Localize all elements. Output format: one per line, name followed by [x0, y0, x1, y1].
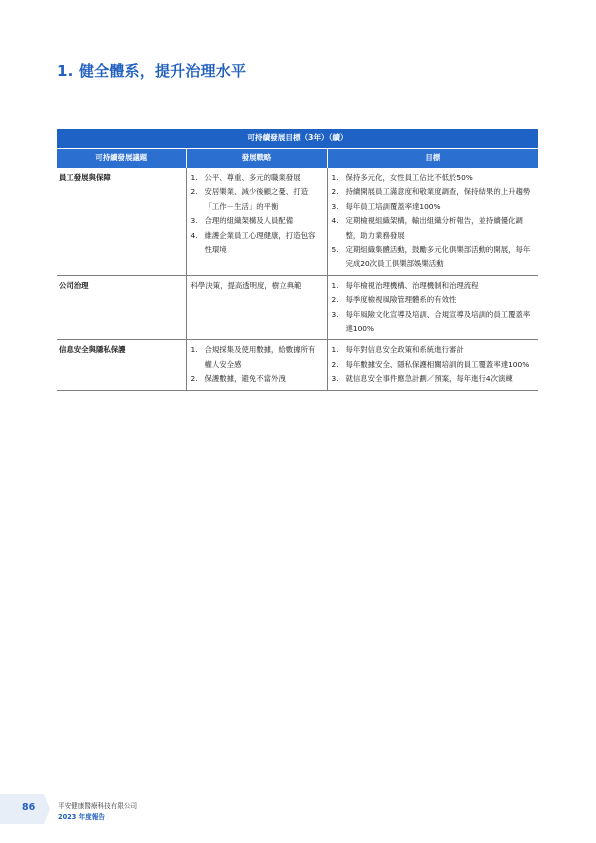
list-item-text: 每年對信息安全政策和系統進行審計 [345, 345, 464, 355]
list-item-text: 持續開展員工滿意度和敬業度調查，保持結果的上升趨勢 [345, 187, 531, 197]
topic-cell: 員工發展與保障 [57, 168, 186, 275]
list-item: 1. 保持多元化，女性員工佔比不低於50% [332, 171, 535, 185]
list-item: 5. 定期組織集體活動，鼓勵多元化俱樂部活動的開展，每年完成20次員工俱樂部娛樂活動 [332, 243, 535, 272]
table-row [57, 168, 538, 275]
company-name: 平安健康醫療科技有限公司 [58, 802, 138, 810]
list-item-text: 保護數據，避免不當外洩 [204, 374, 286, 384]
list-item-text: 公平、尊重、多元的職業發展 [204, 173, 301, 182]
list-item-text: 定期檢視組織架構，輸出組織分析報告，並持續優化調整，助力業務發展 [345, 216, 523, 240]
target-cell [327, 275, 538, 340]
list-item: 1. 合規採集及使用數據，給數據所有權人安全感 [191, 343, 323, 372]
list-item: 1. 每年檢視治理機構、治理機制和治理流程 [332, 279, 535, 293]
header-target: 目標 [327, 149, 538, 169]
report-title: 2023 年度報告 [58, 813, 106, 821]
list-item: 3. 每年風險文化宣導及培訓、合規宣導及培訓的員工覆蓋率達100% [332, 308, 535, 337]
list-item: 2. 每季度檢視風險管理體系的有效性 [332, 293, 535, 307]
list-item: 4. 維護企業員工心理健康，打造包容性環境 [191, 229, 323, 258]
page-footer [0, 792, 596, 843]
list-item: 3. 就信息安全事件應急計劃／預案，每年進行4次演練 [332, 372, 535, 386]
list-item: 2. 安居樂業、減少後顧之憂、打造「工作－生活」的平衡 [191, 185, 323, 214]
list-item: 1. 公平、尊重、多元的職業發展 [191, 171, 323, 185]
list-item-text: 安居樂業、減少後顧之憂、打造「工作－生活」的平衡 [204, 187, 308, 211]
list-item-text: 保持多元化，女性員工佔比不低於50% [345, 173, 473, 182]
table-row [57, 340, 538, 390]
list-item: 3. 每年員工培訓覆蓋率達100% [332, 200, 535, 214]
strategy-cell: 科學決策，提高透明度，樹立典範 [186, 275, 327, 340]
list-item-text: 合規採集及使用數據，給數據所有權人安全感 [204, 345, 316, 369]
list-item: 2. 每年數據安全、隱私保護相關培訓的員工覆蓋率達100% [332, 358, 535, 372]
table-caption: 可持續發展目標（3年）（續） [57, 129, 538, 149]
target-list [332, 171, 535, 272]
topic-cell: 信息安全與隱私保護 [57, 340, 186, 390]
target-cell [327, 168, 538, 275]
page-number: 86 [22, 802, 36, 813]
strategy-list [191, 343, 323, 386]
list-item-text: 每季度檢視風險管理體系的有效性 [345, 295, 457, 305]
header-topic: 可持續發展議題 [57, 149, 186, 169]
list-item: 1. 每年對信息安全政策和系統進行審計 [332, 343, 535, 357]
list-item-text: 每年風險文化宣導及培訓、合規宣導及培訓的員工覆蓋率達100% [345, 309, 531, 334]
table-row [57, 275, 538, 340]
strategy-cell [186, 340, 327, 390]
strategy-list [191, 171, 323, 257]
topic-cell: 公司治理 [57, 275, 186, 340]
list-item: 3. 合理的組織架構及人員配備 [191, 214, 323, 228]
list-item-text: 每年員工培訓覆蓋率達100% [345, 201, 441, 211]
strategy-cell [186, 168, 327, 275]
list-item-text: 每年檢視治理機構、治理機制和治理流程 [345, 280, 479, 290]
target-list [332, 279, 535, 337]
list-item-text: 維護企業員工心理健康，打造包容性環境 [204, 230, 316, 255]
list-item-text: 就信息安全事件應急計劃／預案，每年進行4次演練 [345, 374, 513, 384]
list-item-text: 每年數據安全、隱私保護相關培訓的員工覆蓋率達100% [345, 359, 530, 369]
section-title: 1. 健全體系，提升治理水平 [57, 62, 247, 80]
list-item-text: 定期組織集體活動，鼓勵多元化俱樂部活動的開展，每年完成20次員工俱樂部娛樂活動 [345, 245, 531, 269]
sustainability-goals-table [57, 129, 538, 391]
list-item-text: 合理的組織架構及人員配備 [204, 216, 294, 226]
list-item: 4. 定期檢視組織架構，輸出組織分析報告，並持續優化調整，助力業務發展 [332, 214, 535, 243]
header-strategy: 發展戰略 [186, 149, 327, 169]
list-item: 2. 持續開展員工滿意度和敬業度調查，保持結果的上升趨勢 [332, 185, 535, 199]
target-list [332, 343, 535, 386]
list-item: 2. 保護數據，避免不當外洩 [191, 372, 323, 386]
target-cell [327, 340, 538, 390]
